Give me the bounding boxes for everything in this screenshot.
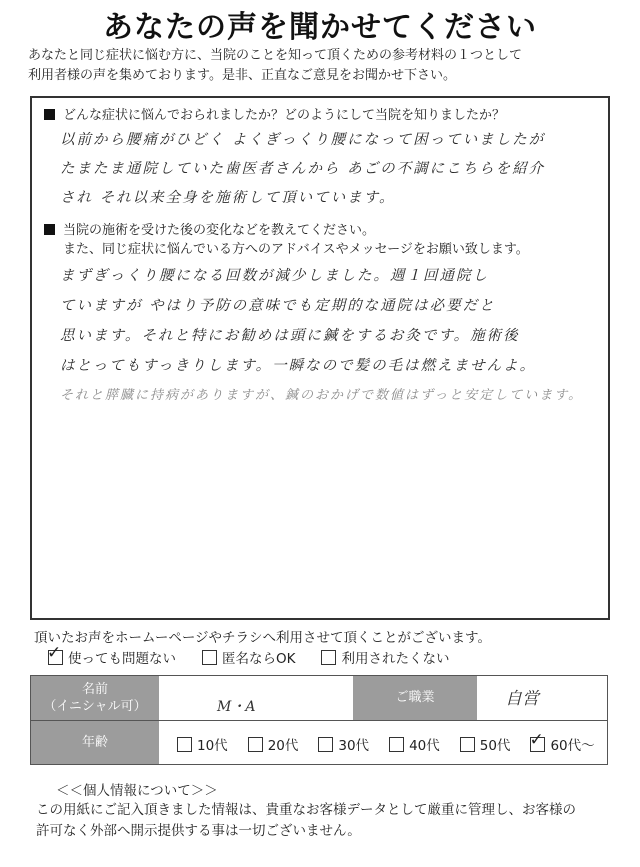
checkbox[interactable] xyxy=(248,737,263,752)
age-option[interactable] xyxy=(460,734,511,754)
consent-options xyxy=(47,643,450,667)
handwritten-answer-line: まずぎっくり腰になる回数が減少しました。週１回通院し xyxy=(60,268,489,284)
age-options xyxy=(177,730,595,754)
handwritten-answer-line: 以前から腰痛がひどく よくぎっくり腰になって困っていましたが xyxy=(60,132,546,148)
checkbox[interactable] xyxy=(318,737,333,752)
age-option[interactable] xyxy=(177,734,228,754)
job-label: ご職業 xyxy=(353,676,477,720)
checkbox[interactable] xyxy=(389,737,404,752)
name-label-line: 名前 xyxy=(81,682,108,697)
age-option-60s[interactable] xyxy=(529,730,595,754)
handwritten-answer-line: 思います。それと特にお勧めは頭に鍼をするお灸です。施術後 xyxy=(60,328,520,344)
page-title: あなたの声を聞かせてください xyxy=(103,10,537,45)
age-option-label: 60代～ xyxy=(550,738,595,754)
checkbox[interactable] xyxy=(529,730,545,752)
age-option-label: 30代 xyxy=(338,738,370,754)
age-option-label: 40代 xyxy=(409,738,440,754)
checkbox[interactable] xyxy=(460,737,475,752)
age-option-label: 10代 xyxy=(197,738,228,754)
handwritten-answer-line: され それ以来全身を施術して頂いています。 xyxy=(60,190,396,206)
consent-option-ok[interactable] xyxy=(47,643,176,667)
handwritten-answer-line: はとってもすっきりします。一瞬なので髪の毛は燃えませんよ。 xyxy=(60,358,537,374)
handwritten-answer-line: ていますが やはり予防の意味でも定期的な通院は必要だと xyxy=(60,298,496,314)
check-mark-icon: ✓ xyxy=(529,730,544,750)
name-field[interactable] xyxy=(159,676,353,720)
consent-option-label: 使っても問題ない xyxy=(68,651,176,667)
handwritten-answer-line: たまたま通院していた歯医者さんから あごの不調にこちらを紹介 xyxy=(60,161,546,177)
age-option-label: 50代 xyxy=(479,738,511,754)
checkbox[interactable] xyxy=(47,643,63,665)
job-field[interactable] xyxy=(477,676,607,720)
handwritten-answer-line-faint: それと膵臓に持病がありますが、鍼のおかげで数値はずっと安定しています。 xyxy=(60,388,584,403)
check-mark-icon: ✓ xyxy=(47,643,62,663)
question-2-subtext: また、同じ症状に悩んでいる方へのアドバイスやメッセージをお願い致します。 xyxy=(63,242,529,257)
age-label: 年齢 xyxy=(31,720,159,764)
question-2-text: 当院の施術を受けた後の変化などを教えてください。 xyxy=(63,223,376,238)
bullet-square-icon xyxy=(44,109,55,120)
info-table xyxy=(30,675,608,765)
name-label-line: （イニシャル可） xyxy=(43,699,147,714)
age-field xyxy=(159,720,607,764)
checkbox[interactable] xyxy=(321,650,336,665)
intro-text xyxy=(28,46,628,86)
answer-box xyxy=(30,96,610,620)
question-1-text: どんな症状に悩んでおられましたか？どのようにして当院を知りましたか？ xyxy=(63,108,506,123)
privacy-text xyxy=(36,800,616,842)
age-option[interactable] xyxy=(389,734,440,754)
age-option[interactable] xyxy=(318,734,369,754)
consent-option-decline[interactable] xyxy=(321,647,449,667)
name-label xyxy=(31,676,159,720)
question-2 xyxy=(44,221,529,259)
privacy-heading: ＜＜個人情報について＞＞ xyxy=(56,783,218,799)
consent-option-anonymous[interactable] xyxy=(202,647,295,667)
question-1 xyxy=(44,106,505,125)
intro-line: あなたと同じ症状に悩む方に、当院のことを知って頂くための参考材料の１つとして xyxy=(28,48,523,63)
privacy-line: この用紙にご記入頂きました情報は、貴重なお客様データとして厳重に管理し、お客様の xyxy=(36,802,576,818)
name-value: M・A xyxy=(217,699,256,715)
checkbox[interactable] xyxy=(177,737,192,752)
age-option[interactable] xyxy=(248,734,299,754)
consent-question: 頂いたお声をホームーページやチラシへ利用させて頂くことがございます。 xyxy=(34,630,491,646)
intro-line: 利用者様の声を集めております。是非、正直なご意見をお聞かせ下さい。 xyxy=(28,68,456,83)
bullet-square-icon xyxy=(44,224,55,235)
checkbox[interactable] xyxy=(202,650,217,665)
consent-option-label: 利用されたくない xyxy=(341,651,450,667)
privacy-line: 許可なく外部へ開示提供する事は一切ございません。 xyxy=(36,823,361,839)
job-value: 自営 xyxy=(505,689,539,709)
consent-option-label: 匿名ならOK xyxy=(222,651,296,667)
age-option-label: 20代 xyxy=(267,738,299,754)
